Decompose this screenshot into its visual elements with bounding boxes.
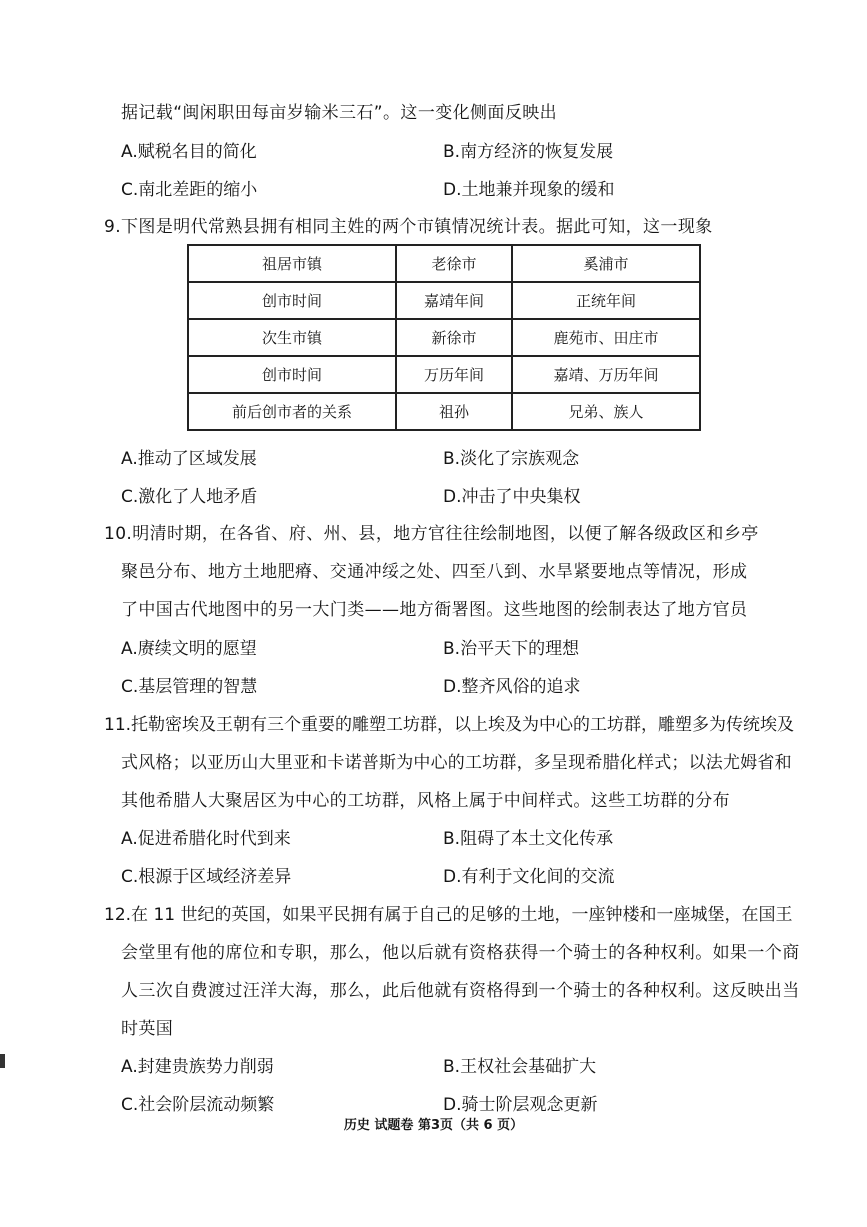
- q11-stem-line: 11.托勒密埃及王朝有三个重要的雕塑工坊群，以上埃及为中心的工坊群，雕塑多为传统埃及: [104, 715, 795, 735]
- q12-option-a[interactable]: A.封建贵族势力削弱: [121, 1057, 274, 1077]
- table-cell: 万历年间: [396, 356, 512, 393]
- q11-stem-line: 其他希腊人大聚居区为中心的工坊群，风格上属于中间样式。这些工坊群的分布: [121, 791, 730, 811]
- table-cell: 创市时间: [188, 356, 396, 393]
- table-row: [188, 356, 700, 393]
- q10-stem-line: 了中国古代地图中的另一大门类——地方衙署图。这些地图的绘制表达了地方官员: [121, 600, 748, 620]
- q10-option-b[interactable]: B.治平天下的理想: [443, 639, 580, 659]
- table-cell: 祖居市镇: [188, 245, 396, 282]
- table-cell: 创市时间: [188, 282, 396, 319]
- q11-stem-line: 式风格；以亚历山大里亚和卡诺普斯为中心的工坊群，多呈现希腊化样式；以法尤姆省和: [121, 753, 792, 773]
- table-cell: 新徐市: [396, 319, 512, 356]
- table-cell: 嘉靖、万历年间: [512, 356, 700, 393]
- q12-stem-line: 时英国: [121, 1019, 174, 1039]
- q12-stem-line: 会堂里有他的席位和专职，那么，他以后就有资格获得一个骑士的各种权利。如果一个商: [121, 943, 800, 963]
- q11-option-a[interactable]: A.促进希腊化时代到来: [121, 829, 291, 849]
- table-cell: 次生市镇: [188, 319, 396, 356]
- q9-stem: 9.下图是明代常熟县拥有相同主姓的两个市镇情况统计表。据此可知，这一现象: [104, 217, 713, 237]
- table-row: [188, 245, 700, 282]
- q11-option-b[interactable]: B.阻碍了本土文化传承: [443, 829, 614, 849]
- q10-stem-line: 10.明清时期，在各省、府、州、县，地方官往往绘制地图，以便了解各级政区和乡亭: [104, 524, 759, 544]
- q10-option-c[interactable]: C.基层管理的智慧: [121, 677, 258, 697]
- q8-stem-tail: 据记载“闽闲职田每亩岁输米三石”。这一变化侧面反映出: [121, 103, 558, 123]
- q11-option-c[interactable]: C.根源于区域经济差异: [121, 867, 292, 887]
- table-cell: 祖孙: [396, 393, 512, 430]
- table-cell: 奚浦市: [512, 245, 700, 282]
- q8-option-d[interactable]: D.土地兼并现象的缓和: [443, 180, 615, 200]
- table-cell: 嘉靖年间: [396, 282, 512, 319]
- q9-option-d[interactable]: D.冲击了中央集权: [443, 487, 581, 507]
- q8-option-c[interactable]: C.南北差距的缩小: [121, 180, 258, 200]
- q11-option-d[interactable]: D.有利于文化间的交流: [443, 867, 615, 887]
- q12-stem-line: 12.在 11 世纪的英国，如果平民拥有属于自己的足够的土地，一座钟楼和一座城堡，在国王: [104, 905, 793, 925]
- table-row: [188, 319, 700, 356]
- q10-stem-line: 聚邑分布、地方土地肥瘠、交通冲绥之处、四至八到、水旱紧要地点等情况，形成: [121, 562, 748, 582]
- q9-option-b[interactable]: B.淡化了宗族观念: [443, 449, 580, 469]
- margin-mark: [0, 1054, 5, 1068]
- q9-market-town-table: [187, 244, 701, 431]
- q9-option-a[interactable]: A.推动了区域发展: [121, 449, 257, 469]
- table-cell: 兄弟、族人: [512, 393, 700, 430]
- q8-option-a[interactable]: A.赋税名目的简化: [121, 142, 257, 162]
- q12-option-c[interactable]: C.社会阶层流动频繁: [121, 1095, 275, 1115]
- q12-stem-line: 人三次自费渡过汪洋大海，那么，此后他就有资格得到一个骑士的各种权利。这反映出当: [121, 981, 800, 1001]
- q8-option-b[interactable]: B.南方经济的恢复发展: [443, 142, 614, 162]
- page-footer: 历史 试题卷 第3页（共 6 页）: [343, 1118, 524, 1133]
- q10-option-a[interactable]: A.赓续文明的愿望: [121, 639, 257, 659]
- q10-option-d[interactable]: D.整齐风俗的追求: [443, 677, 581, 697]
- table-cell: 老徐市: [396, 245, 512, 282]
- table-row: [188, 393, 700, 430]
- q12-option-b[interactable]: B.王权社会基础扩大: [443, 1057, 597, 1077]
- q12-option-d[interactable]: D.骑士阶层观念更新: [443, 1095, 598, 1115]
- table-cell: 前后创市者的关系: [188, 393, 396, 430]
- table-cell: 正统年间: [512, 282, 700, 319]
- table-cell: 鹿苑市、田庄市: [512, 319, 700, 356]
- q9-option-c[interactable]: C.激化了人地矛盾: [121, 487, 258, 507]
- table-row: [188, 282, 700, 319]
